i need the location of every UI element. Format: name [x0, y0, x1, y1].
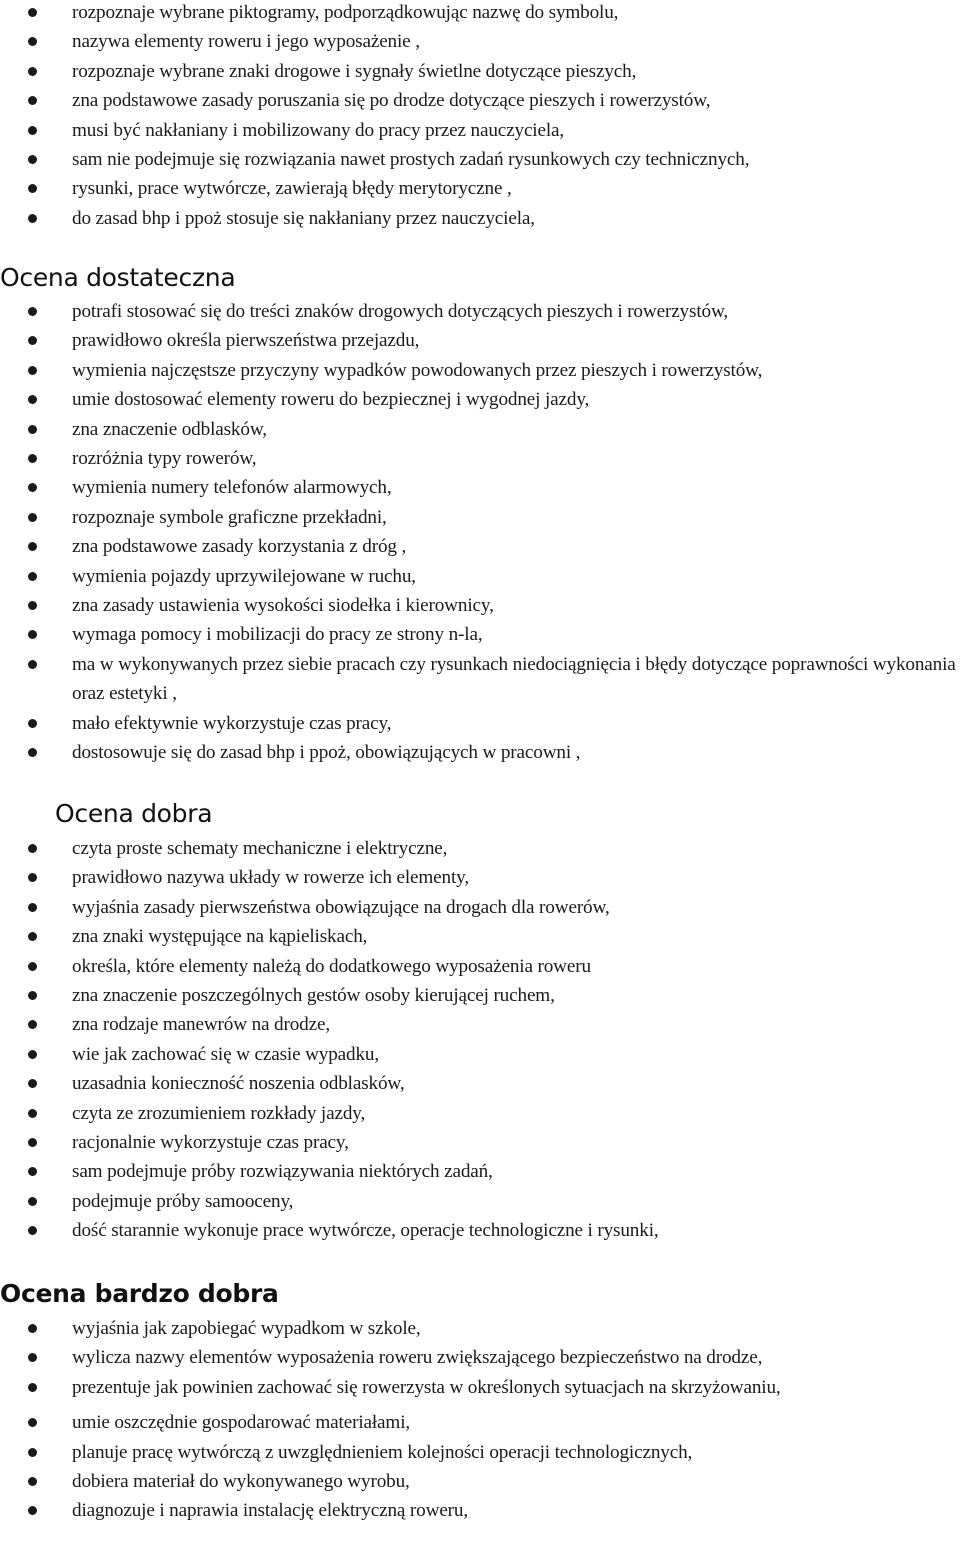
list-item-text: prawidłowo nazywa układy w rowerze ich elementy,: [72, 867, 470, 889]
list-item: [0, 27, 960, 56]
list-item-text: rozpoznaje wybrane znaki drogowe i sygnały świetlne dotyczące pieszych,: [72, 60, 637, 82]
list-item-text: zna rodzaje manewrów na drodze,: [72, 1014, 330, 1036]
heading-ocena-dostateczna: Ocena dostateczna: [0, 263, 236, 292]
bullet-icon: [28, 1138, 37, 1147]
list-item-text: wyjaśnia jak zapobiegać wypadkom w szkole,: [72, 1318, 421, 1339]
bullet-icon: [28, 425, 37, 434]
list-item-text: ma w wykonywanych przez siebie pracach czy rysunkach niedociągnięcia i błędy dotyczące poprawności wykonania oraz estetyki ,: [72, 653, 956, 705]
bullet-icon: [28, 67, 37, 76]
list-item: [0, 1216, 960, 1245]
list-item: [0, 1496, 960, 1525]
list-item-text: określa, które elementy należą do dodatkowego wyposażenia roweru: [72, 955, 591, 977]
list-item-text: umie dostosować elementy roweru do bezpiecznej i wygodnej jazdy,: [72, 389, 590, 411]
criteria-list-bardzo-dobra: [0, 1314, 960, 1526]
list-item-text: wylicza nazwy elementów wyposażenia roweru zwiększającego bezpieczeństwo na drodze,: [72, 1347, 763, 1369]
list-item: [0, 473, 960, 502]
bullet-icon: [28, 1477, 37, 1486]
list-item-text: musi być nakłaniany i mobilizowany do pracy przez nauczyciela,: [72, 119, 565, 141]
list-item: [0, 1467, 960, 1496]
bullet-icon: [28, 1383, 37, 1392]
list-item: [0, 1099, 960, 1128]
bullet-icon: [28, 660, 37, 669]
list-item: [0, 174, 960, 203]
bullet-icon: [28, 1167, 37, 1176]
bullet-icon: [28, 991, 37, 1000]
list-item: [0, 326, 960, 355]
bullet-icon: [28, 1197, 37, 1206]
list-item: [0, 981, 960, 1010]
list-item-text: rozpoznaje wybrane piktogramy, podporządkowując nazwę do symbolu,: [72, 2, 619, 23]
list-item: [0, 444, 960, 473]
bullet-icon: [28, 844, 37, 853]
list-item: [0, 1373, 960, 1402]
list-item-text: zna znaki występujące na kąpieliskach,: [72, 926, 368, 948]
list-item: [0, 1408, 960, 1437]
list-item-text: zna podstawowe zasady korzystania z dróg ,: [72, 536, 407, 558]
bullet-icon: [28, 1079, 37, 1088]
bullet-icon: [28, 1226, 37, 1235]
list-item-text: wymienia najczęstsze przyczyny wypadków powodowanych przez pieszych i rowerzystów,: [72, 359, 763, 381]
bullet-icon: [28, 601, 37, 610]
bullet-icon: [28, 8, 37, 17]
bullet-icon: [28, 572, 37, 581]
bullet-icon: [28, 155, 37, 164]
bullet-icon: [28, 483, 37, 492]
bullet-icon: [28, 1506, 37, 1515]
bullet-icon: [28, 542, 37, 551]
bullet-icon: [28, 454, 37, 463]
list-item: [0, 0, 960, 27]
bullet-icon: [28, 1324, 37, 1333]
list-item-text: sam podejmuje próby rozwiązywania niektórych zadań,: [72, 1161, 493, 1183]
list-item-text: prawidłowo określa pierwszeństwa przejazdu,: [72, 330, 420, 352]
list-item: [0, 1010, 960, 1039]
bullet-icon: [28, 719, 37, 728]
bullet-icon: [28, 307, 37, 316]
list-item-text: dobiera materiał do wykonywanego wyrobu,: [72, 1471, 410, 1493]
bullet-icon: [28, 214, 37, 223]
list-item-text: uzasadnia konieczność noszenia odblasków,: [72, 1073, 405, 1095]
bullet-icon: [28, 184, 37, 193]
list-item: [0, 503, 960, 532]
list-item: [0, 1128, 960, 1157]
list-item-text: diagnozuje i naprawia instalację elektryczną roweru,: [72, 1500, 469, 1522]
list-item-text: umie oszczędnie gospodarować materiałami,: [72, 1412, 411, 1434]
list-item: [0, 562, 960, 591]
list-item: [0, 1438, 960, 1467]
list-item-text: planuje pracę wytwórczą z uwzględnieniem kolejności operacji technologicznych,: [72, 1441, 693, 1463]
list-item-text: potrafi stosować się do treści znaków drogowych dotyczących pieszych i rowerzystów,: [72, 301, 729, 322]
bullet-icon: [28, 366, 37, 375]
list-item-text: prezentuje jak powinien zachować się rowerzysta w określonych sytuacjach na skrzyżowaniu,: [72, 1376, 781, 1398]
list-item: [0, 863, 960, 892]
list-item: [0, 650, 960, 709]
list-item-text: racjonalnie wykorzystuje czas pracy,: [72, 1132, 349, 1154]
list-item-text: wymaga pomocy i mobilizacji do pracy ze strony n-la,: [72, 624, 483, 646]
criteria-list-intro: [0, 0, 960, 233]
list-item-text: czyta proste schematy mechaniczne i elektryczne,: [72, 838, 448, 859]
list-item-text: czyta ze zrozumieniem rozkłady jazdy,: [72, 1102, 366, 1124]
list-item-text: nazywa elementy roweru i jego wyposażenie ,: [72, 31, 420, 53]
bullet-icon: [28, 513, 37, 522]
list-item-text: dość starannie wykonuje prace wytwórcze, operacje technologiczne i rysunki,: [72, 1220, 659, 1242]
bullet-icon: [28, 903, 37, 912]
list-item-text: wie jak zachować się w czasie wypadku,: [72, 1043, 380, 1065]
bullet-icon: [28, 1109, 37, 1118]
list-item-text: wymienia numery telefonów alarmowych,: [72, 477, 392, 499]
criteria-list-dobra: [0, 834, 960, 1246]
list-item: [0, 922, 960, 951]
list-item: [0, 709, 960, 738]
bullet-icon: [28, 962, 37, 971]
list-item: [0, 1040, 960, 1069]
list-item-text: wyjaśnia zasady pierwszeństwa obowiązujące na drogach dla rowerów,: [72, 896, 610, 918]
bullet-icon: [28, 395, 37, 404]
heading-ocena-dobra: Ocena dobra: [55, 799, 213, 828]
bullet-icon: [28, 873, 37, 882]
list-item: [0, 385, 960, 414]
list-item: [0, 1343, 960, 1372]
bullet-icon: [28, 96, 37, 105]
list-item: [0, 297, 960, 326]
list-item-text: sam nie podejmuje się rozwiązania nawet prostych zadań rysunkowych czy technicznych,: [72, 149, 750, 171]
bullet-icon: [28, 932, 37, 941]
list-item-text: podejmuje próby samooceny,: [72, 1190, 294, 1212]
bullet-icon: [28, 630, 37, 639]
list-item-text: do zasad bhp i ppoż stosuje się nakłaniany przez nauczyciela,: [72, 207, 535, 229]
bullet-icon: [28, 1050, 37, 1059]
bullet-icon: [28, 1020, 37, 1029]
list-item-text: zna znaczenie poszczególnych gestów osoby kierującej ruchem,: [72, 985, 555, 1007]
list-item: [0, 145, 960, 174]
heading-ocena-bardzo-dobra: Ocena bardzo dobra: [0, 1279, 279, 1308]
list-item: [0, 620, 960, 649]
bullet-icon: [28, 1353, 37, 1362]
list-item-text: wymienia pojazdy uprzywilejowane w ruchu,: [72, 565, 416, 587]
list-item: [0, 893, 960, 922]
list-item: [0, 738, 960, 767]
criteria-list-dostateczna: [0, 297, 960, 768]
list-item-text: mało efektywnie wykorzystuje czas pracy,: [72, 712, 392, 734]
list-item: [0, 116, 960, 145]
list-item: [0, 356, 960, 385]
bullet-icon: [28, 1448, 37, 1457]
bullet-icon: [28, 1418, 37, 1427]
list-item: [0, 834, 960, 863]
list-item-text: rysunki, prace wytwórcze, zawierają błędy merytoryczne ,: [72, 178, 512, 200]
list-item: [0, 532, 960, 561]
list-item: [0, 952, 960, 981]
list-item: [0, 1314, 960, 1343]
list-item: [0, 415, 960, 444]
list-item: [0, 86, 960, 115]
list-item-text: rozróżnia typy rowerów,: [72, 448, 257, 470]
list-item: [0, 57, 960, 86]
list-item-text: zna zasady ustawienia wysokości siodełka i kierownicy,: [72, 595, 494, 617]
bullet-icon: [28, 336, 37, 345]
bullet-icon: [28, 748, 37, 757]
list-item-text: dostosowuje się do zasad bhp i ppoż, obowiązujących w pracowni ,: [72, 742, 581, 764]
list-item-text: zna podstawowe zasady poruszania się po drodze dotyczące pieszych i rowerzystów,: [72, 90, 711, 112]
bullet-icon: [28, 37, 37, 46]
list-item: [0, 1187, 960, 1216]
bullet-icon: [28, 126, 37, 135]
list-item-text: zna znaczenie odblasków,: [72, 418, 267, 440]
list-item: [0, 204, 960, 233]
list-item-text: rozpoznaje symbole graficzne przekładni,: [72, 506, 387, 528]
list-item: [0, 1157, 960, 1186]
list-item: [0, 1069, 960, 1098]
list-item: [0, 591, 960, 620]
